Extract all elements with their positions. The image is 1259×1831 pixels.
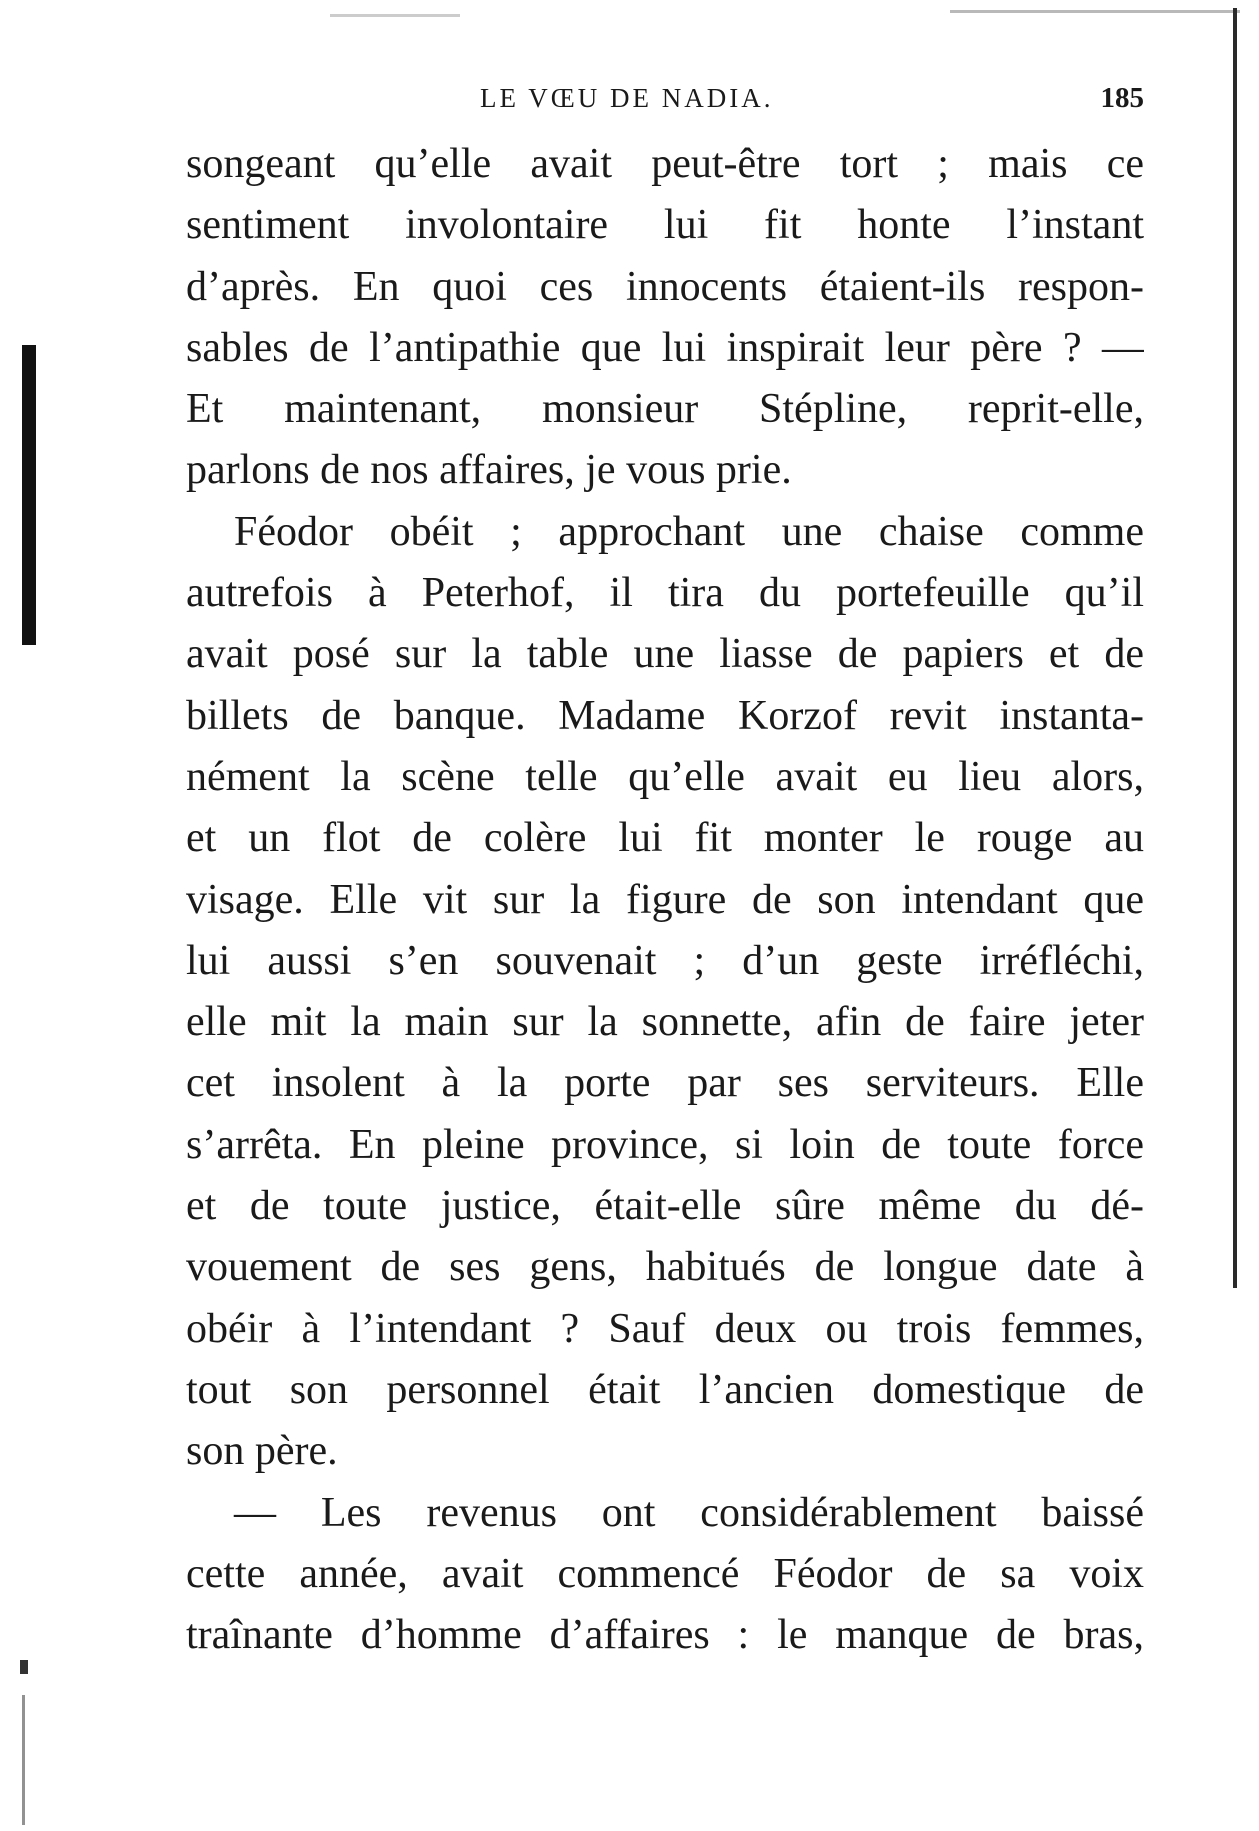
- binding-shadow: [22, 345, 36, 645]
- text-line: songeant qu’elle avait peut-être tort ; mais ce: [186, 141, 1144, 187]
- scan-smudge: [330, 14, 460, 17]
- text-line: sentiment involontaire lui fit honte l’instant: [186, 202, 1144, 249]
- scan-mark: [22, 1695, 25, 1825]
- text-line: d’après. En quoi ces innocents étaient-ils respon-: [186, 263, 1144, 310]
- text-line: cette année, avait commencé Féodor de sa voix: [186, 1550, 1144, 1597]
- text-line: autrefois à Peterhof, il tira du portefeuille qu’il: [186, 570, 1144, 617]
- running-head: [186, 78, 1144, 118]
- text-line: Et maintenant, monsieur Stépline, reprit-elle,: [186, 386, 1144, 433]
- running-title: LE VŒU DE NADIA.: [480, 83, 774, 113]
- text-line: lui aussi s’en souvenait ; d’un geste irréfléchi,: [186, 937, 1144, 984]
- text-line: cet insolent à la porte par ses serviteurs. Elle: [186, 1060, 1144, 1107]
- text-line: nément la scène telle qu’elle avait eu lieu alors,: [186, 753, 1144, 800]
- text-line: s’arrêta. En pleine province, si loin de toute force: [186, 1121, 1144, 1168]
- text-line: obéir à l’intendant ? Sauf deux ou trois femmes,: [186, 1305, 1144, 1352]
- text-line: et de toute justice, était-elle sûre même du dé-: [186, 1183, 1144, 1230]
- text-line: sables de l’antipathie que lui inspirait leur père ? —: [186, 324, 1144, 371]
- text-line: visage. Elle vit sur la figure de son intendant que: [186, 876, 1144, 923]
- text-line: vouement de ses gens, habitués de longue date à: [186, 1244, 1144, 1291]
- text-line: Féodor obéit ; approchant une chaise comme: [234, 508, 1144, 555]
- text-line: parlons de nos affaires, je vous prie.: [186, 447, 792, 494]
- text-line: tout son personnel était l’ancien domestique de: [186, 1366, 1144, 1413]
- text-line: traînante d’homme d’affaires : le manque de bras,: [186, 1612, 1144, 1659]
- text-line: son père.: [186, 1428, 338, 1475]
- body-text: [186, 134, 1144, 1666]
- page-edge-shadow: [1233, 8, 1237, 1288]
- text-line: billets de banque. Madame Korzof revit instanta-: [186, 692, 1144, 739]
- text-line: avait posé sur la table une liasse de papiers et de: [186, 631, 1144, 678]
- text-line: — Les revenus ont considérablement baissé: [234, 1489, 1144, 1536]
- scan-speck: [20, 1660, 28, 1674]
- page-number: 185: [1100, 82, 1144, 114]
- text-line: et un flot de colère lui fit monter le rouge au: [186, 815, 1144, 862]
- text-line: elle mit la main sur la sonnette, afin de faire jeter: [186, 999, 1144, 1046]
- scan-smudge: [950, 10, 1240, 13]
